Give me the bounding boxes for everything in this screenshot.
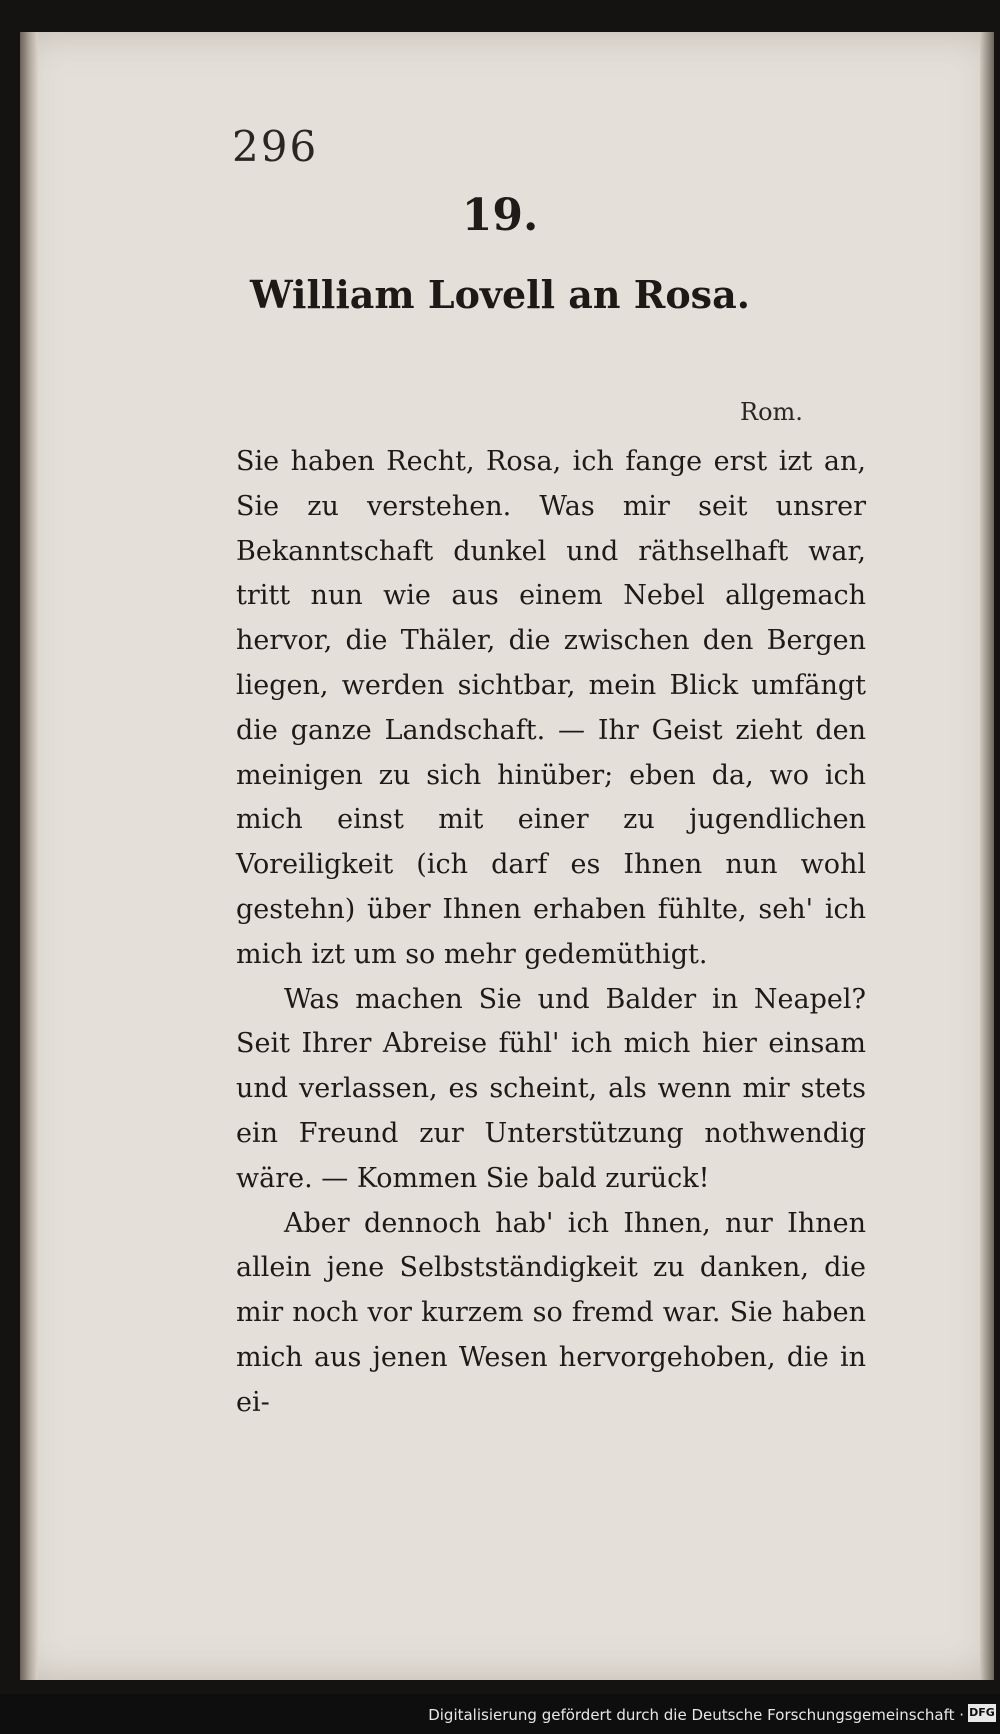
footer-bar [0,1694,1000,1734]
dfg-logo-icon: DFG [968,1704,996,1722]
letter-place: Rom. [740,398,803,426]
paragraph-1: Sie haben Recht, Rosa, ich fange erst izt an, Sie zu verstehen. Was mir seit unsrer Bekanntschaft dunkel und räthselhaft war, tritt nun wie aus einem Nebel allgemach hervor, die Thäler, die zwischen den Bergen liegen, werden sichtbar, mein Blick umfängt die ganze Landschaft. — Ihr Geist zieht den meinigen zu sich hinüber; eben da, wo ich mich einst mit einer zu jugendlichen Voreiligkeit (ich darf es Ihnen nun wohl gestehn) über Ihnen erhaben fühlte, seh' ich mich izt um so mehr gedemüthigt. [236,446,866,970]
letter-heading: William Lovell an Rosa. [250,272,750,317]
chapter-number: 19. [461,190,539,241]
page-number: 296 [232,122,319,171]
paragraph-2: Was machen Sie und Balder in Neapel? Seit Ihrer Abreise fühl' ich mich hier einsam und verlassen, es scheint, als wenn mir stets ein Freund zur Unterstützung nothwendig wäre. — Kommen Sie bald zurück! [236,983,866,1194]
funding-credit: Digitalisierung gefördert durch die Deutsche Forschungsgemeinschaft · [428,1706,964,1724]
paragraph-3: Aber dennoch hab' ich Ihnen, nur Ihnen allein jene Selbstständigkeit zu danken, die mir noch vor kurzem so fremd war. Sie haben mich aus jenen Wesen hervorgehoben, die in ei- [236,1207,866,1418]
body-text [236,440,866,1426]
